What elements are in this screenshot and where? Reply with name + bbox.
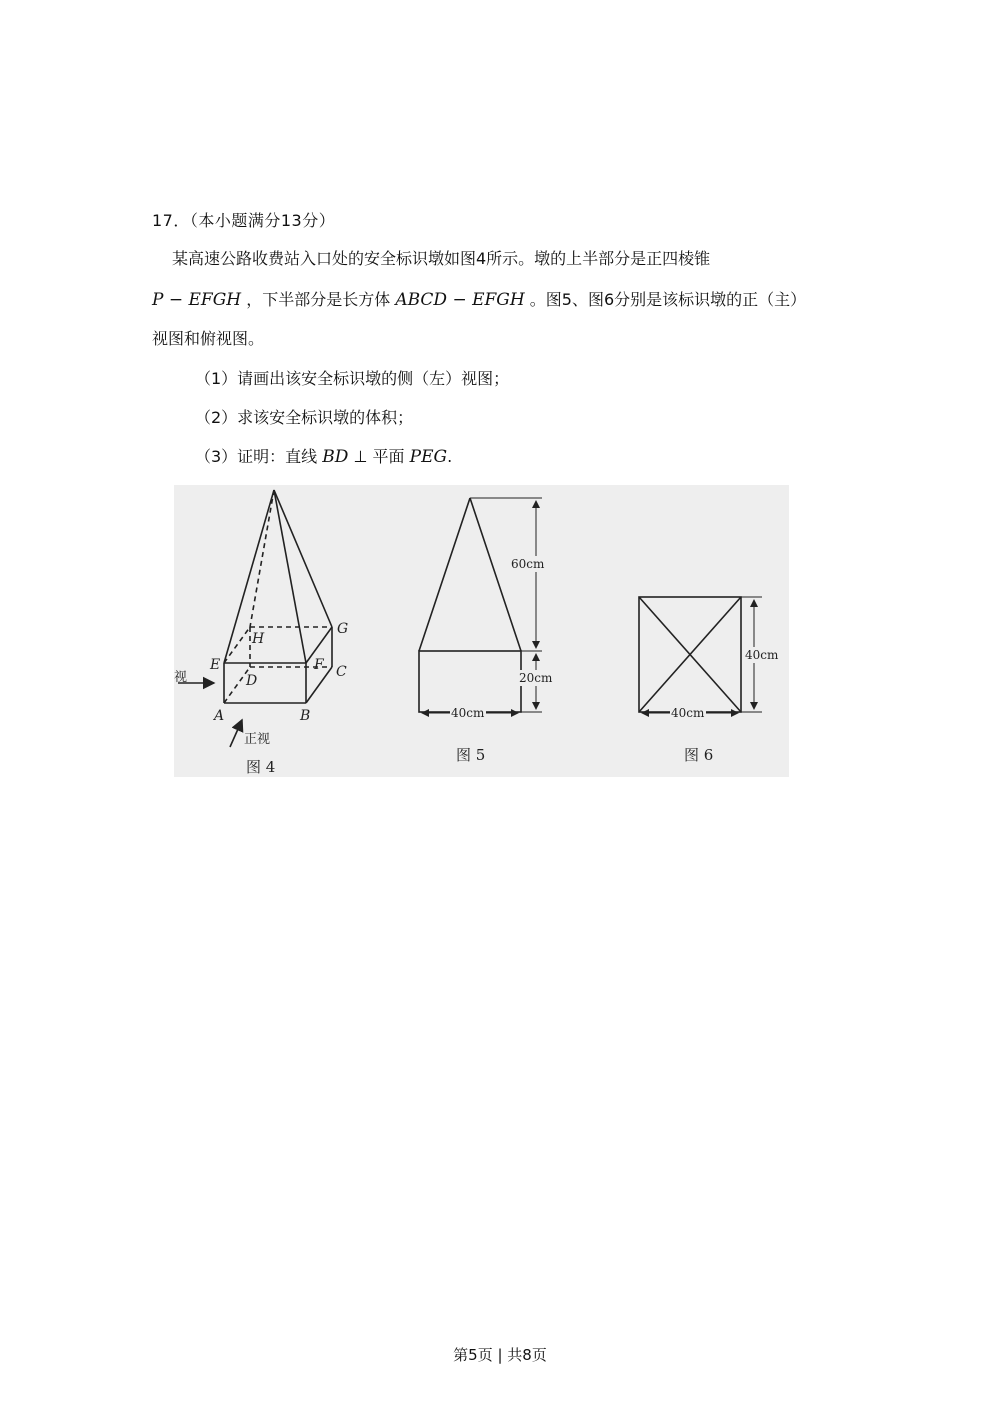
question-stem-line2 (152, 289, 806, 311)
side-view-label: 视 (174, 670, 188, 685)
fig6-dim-height: 40cm (745, 648, 779, 662)
label-C: C (336, 664, 347, 680)
sub3-end: . (447, 447, 453, 466)
sub3-text: （3）证明：直线 (195, 447, 318, 466)
fig5-dim-20: 20cm (519, 671, 553, 685)
question-stem-line3: 视图和俯视图。 (152, 329, 265, 348)
fig5-dim-60: 60cm (511, 557, 545, 571)
question-points: （本小题满分13分） (189, 211, 336, 230)
math-peg: PEG (409, 447, 448, 467)
figure-5-caption: 图 5 (456, 746, 486, 764)
sub3-text2: 平面 (372, 447, 405, 466)
stem-text-b: 。图5、图6分别是该标识墩的正（主） (529, 290, 807, 309)
figures-image (174, 485, 789, 777)
label-G: G (337, 621, 349, 637)
question-number: 17． (152, 211, 190, 230)
fig6-dim-width: 40cm (671, 706, 705, 720)
label-A: A (214, 708, 225, 724)
stem-text-a: ，下半部分是长方体 (246, 290, 391, 309)
question-header (152, 208, 335, 231)
figure-6-caption: 图 6 (684, 746, 714, 764)
label-E: E (210, 657, 221, 673)
label-F: F (314, 657, 324, 673)
math-cuboid: ABCD − EFGH (395, 290, 525, 310)
front-view-label: 正视 (244, 732, 271, 747)
subquestion-1: （1）请画出该安全标识墩的侧（左）视图； (195, 369, 510, 388)
subquestion-2: （2）求该安全标识墩的体积； (195, 408, 414, 427)
label-B: B (300, 708, 311, 724)
figure-4-caption: 图 4 (246, 758, 276, 776)
subquestion-3 (195, 446, 452, 468)
figure-6 (639, 597, 762, 713)
label-H: H (252, 631, 265, 647)
figures-svg (174, 485, 789, 777)
perp-symbol: ⊥ (353, 447, 368, 466)
label-D: D (246, 673, 258, 689)
math-bd: BD (322, 447, 349, 467)
fig5-dim-40: 40cm (451, 706, 485, 720)
question-stem-line1: 某高速公路收费站入口处的安全标识墩如图4所示。墩的上半部分是正四棱锥 (172, 249, 711, 268)
math-pyramid: P − EFGH (152, 290, 242, 310)
page-footer: 第5页 | 共8页 (453, 1346, 547, 1364)
